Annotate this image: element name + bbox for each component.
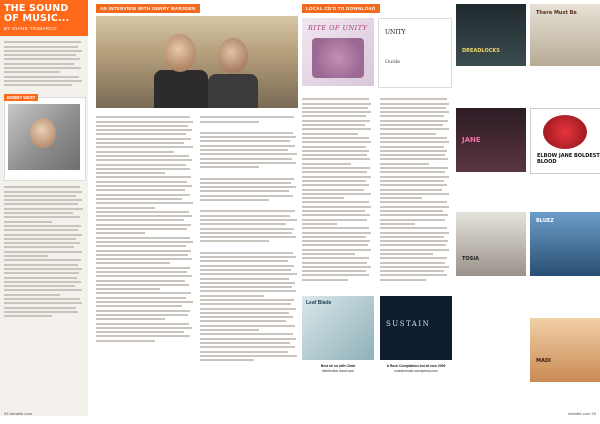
sustain-caption bbox=[380, 364, 452, 373]
cover-title: There Must Be bbox=[536, 10, 577, 16]
person-2-face bbox=[218, 38, 248, 74]
cd-title: Leaf Blade bbox=[306, 300, 332, 306]
caption-line: distribution band.com bbox=[321, 368, 355, 373]
cover-title: ELBOW JANE BOLDEST BLOOD bbox=[537, 153, 600, 165]
releases-column bbox=[456, 0, 600, 416]
rite-of-unity-cover bbox=[302, 18, 374, 86]
sustain-cover bbox=[380, 296, 452, 360]
caption-line: A Rock Compilation ind all new 2009 bbox=[386, 364, 446, 368]
page-number-right: wirralife.com 93 bbox=[567, 411, 596, 416]
column-title-line2: OF MUSIC... bbox=[4, 13, 70, 24]
madi-cover bbox=[530, 318, 600, 382]
cd-title: SUSTAIN bbox=[386, 320, 431, 328]
jane-cover bbox=[456, 108, 526, 172]
unity-guide-cover bbox=[378, 18, 452, 88]
sound-of-music-column bbox=[0, 0, 88, 416]
interview-text-right bbox=[200, 114, 298, 363]
interview-question bbox=[200, 171, 298, 175]
caption-line: sustainmusic.wordpress.com bbox=[394, 368, 438, 373]
interview-photo bbox=[96, 16, 298, 108]
cover-title: MADI bbox=[536, 358, 551, 364]
column-header bbox=[0, 0, 88, 36]
local-cds-column bbox=[302, 0, 452, 416]
person-2-body bbox=[208, 74, 258, 108]
cover-title: BLUEZ bbox=[536, 218, 554, 224]
byline: BY DIANE TRIMARCO bbox=[4, 26, 57, 31]
interview-tag: AN INTERVIEW WITH GERRY MARSDEN bbox=[96, 4, 200, 13]
local-cds-tag: LOCAL CD'S TO DOWNLOAD bbox=[302, 4, 380, 13]
person-1-face bbox=[164, 34, 196, 72]
column-title-line1: THE SOUND bbox=[4, 3, 69, 14]
interview-column bbox=[96, 0, 298, 416]
cds-text-left bbox=[302, 96, 372, 283]
cover-title: DREADLOCKS bbox=[462, 48, 500, 54]
interview-question bbox=[200, 245, 298, 249]
leaf-blade-caption bbox=[302, 364, 374, 373]
bobby-tag: BOBBY WEST bbox=[4, 94, 38, 101]
cover-title: TOSIA bbox=[462, 256, 479, 262]
flower-art bbox=[543, 115, 587, 149]
bluez-cover bbox=[530, 212, 600, 276]
interview-question bbox=[200, 126, 298, 130]
tosia-cover bbox=[456, 212, 526, 276]
there-must-be-cover bbox=[530, 4, 600, 66]
leaf-blade-cover bbox=[302, 296, 374, 360]
page-number-left: 92 wirralife.com bbox=[4, 411, 33, 416]
intro-text bbox=[0, 36, 88, 92]
interview-text-left bbox=[96, 114, 194, 344]
cd-subtitle: Guide bbox=[385, 59, 400, 65]
dreadlocks-cover bbox=[456, 4, 526, 66]
person-1-body bbox=[154, 70, 208, 108]
cds-text-right bbox=[380, 96, 450, 283]
cd-title: UNITY bbox=[385, 29, 406, 36]
elbow-jane-cover bbox=[530, 108, 600, 174]
cover-art bbox=[312, 38, 364, 78]
cover-title: JANE bbox=[462, 136, 481, 144]
cd-title: RITE OF UNITY bbox=[308, 24, 368, 32]
bobby-west-face bbox=[30, 118, 56, 148]
interview-question bbox=[200, 204, 298, 208]
bobby-article-text bbox=[4, 184, 84, 320]
caption-line: Best all on with Chair bbox=[320, 364, 356, 368]
